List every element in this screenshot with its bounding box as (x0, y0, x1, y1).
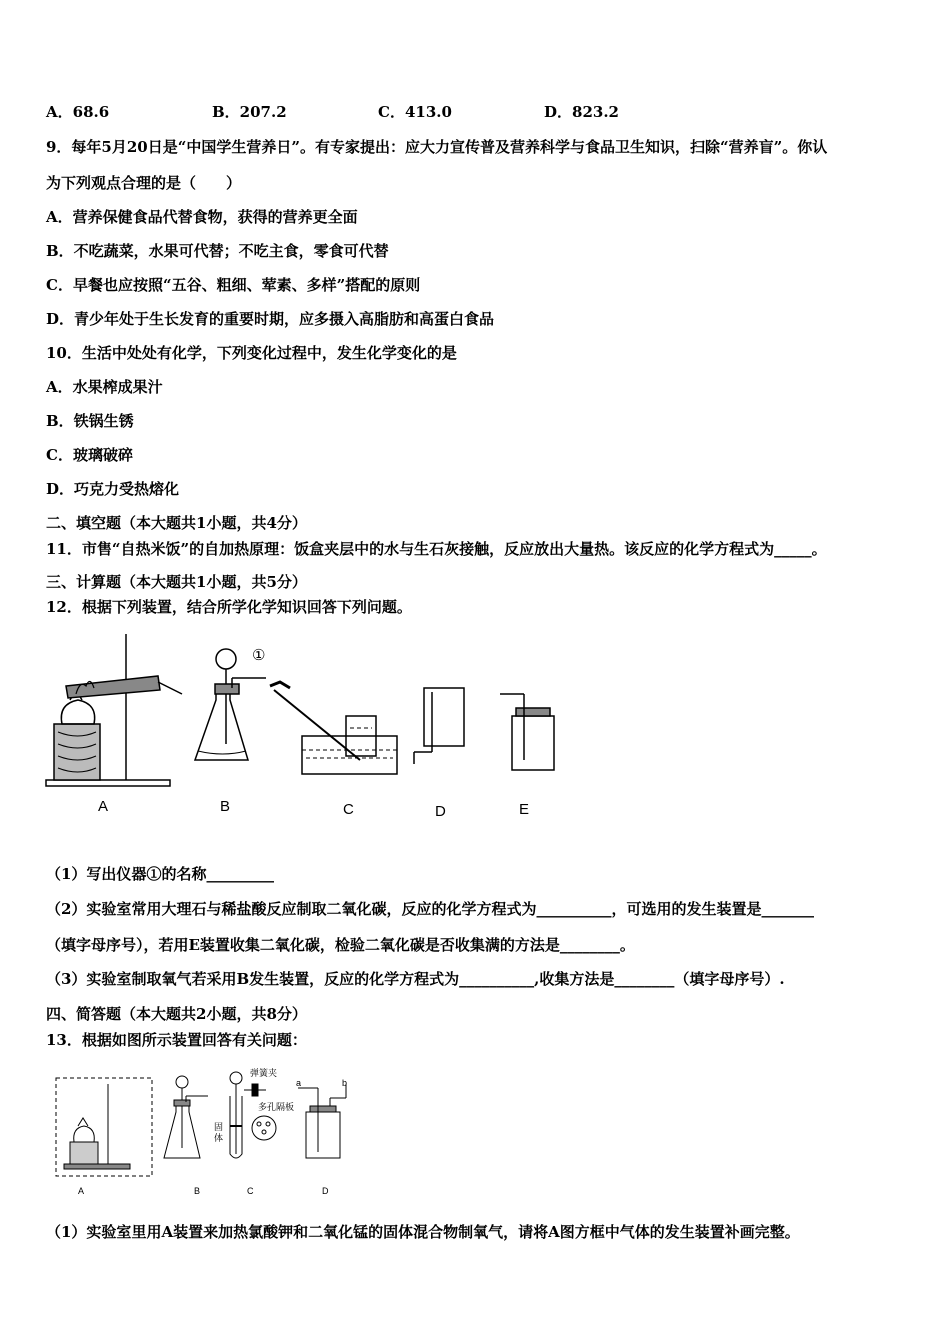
q12-sub2-line2: （填字母序号），若用E装置收集二氧化碳，检验二氧化碳是否收集满的方法是________。 (46, 936, 635, 954)
q8-choice-c: C．413.0 (378, 103, 452, 121)
q13-figure-label-d: D (322, 1186, 329, 1196)
q8-choice-b: B．207.2 (212, 103, 287, 121)
q10-stem: 10．生活中处处有化学，下列变化过程中，发生化学变化的是 (46, 344, 457, 362)
q13-figure-label-b: B (194, 1186, 201, 1196)
q13-annotation-plate: 多孔隔板 (258, 1102, 295, 1112)
q13-stem: 13．根据如图所示装置回答有关问题： (46, 1031, 307, 1049)
q13-apparatus-figure (52, 1058, 362, 1183)
q12-figure-label-a: A (98, 798, 109, 815)
q9-option-c: C．早餐也应按照“五谷、粗细、荤素、多样”搭配的原则 (46, 276, 421, 294)
q13-annotation-port-b: b (342, 1078, 348, 1088)
q8-choice-d: D．823.2 (544, 103, 619, 121)
q12-figure-label-c: C (343, 801, 354, 818)
q9-option-b: B．不吃蔬菜，水果可代替；不吃主食，零食可代替 (46, 242, 389, 260)
q13-annotation-clip: 弹簧夹 (250, 1068, 278, 1078)
q12-apparatus-figure (40, 628, 580, 793)
q11-text: 11．市售“自热米饭”的自加热原理：饭盒夹层中的水与生石灰接触，反应放出大量热。该反应的化学方程式为_____。 (46, 540, 827, 558)
q8-choice-a: A．68.6 (46, 103, 110, 121)
q9-option-a: A．营养保健食品代替食物，获得的营养更全面 (46, 208, 358, 226)
q12-sub3: （3）实验室制取氧气若采用B发生装置，反应的化学方程式为__________,收集方法是________（填字母序号）. (46, 970, 785, 988)
q13-annotation-solid: 固体 (214, 1122, 224, 1143)
q9-option-d: D．青少年处于生长发育的重要时期，应多摄入高脂肪和高蛋白食品 (46, 310, 495, 328)
q12-sub1: （1）写出仪器①的名称_________ (46, 865, 274, 883)
q9-stem-2: 为下列观点合理的是（ ） (46, 174, 242, 192)
q12-stem: 12．根据下列装置，结合所学化学知识回答下列问题。 (46, 598, 412, 616)
q10-option-c: C．玻璃破碎 (46, 446, 133, 464)
section-2-heading: 二、填空题（本大题共1小题，共4分） (46, 514, 307, 532)
section-3-heading: 三、计算题（本大题共1小题，共5分） (46, 573, 307, 591)
q13-annotation-port-a: a (296, 1078, 302, 1088)
q8-choices (46, 102, 619, 122)
q13-sub1: （1）实验室里用A装置来加热氯酸钾和二氧化锰的固体混合物制氧气，请将A图方框中气体的发生装置补画完整。 (46, 1223, 800, 1241)
q12-instrument-marker: ① (252, 647, 266, 664)
q12-figure-label-b: B (220, 798, 231, 815)
q10-option-d: D．巧克力受热熔化 (46, 480, 180, 498)
q13-figure-label-c: C (247, 1186, 254, 1196)
q12-figure-label-d: D (435, 803, 446, 820)
q12-sub2-line1: （2）实验室常用大理石与稀盐酸反应制取二氧化碳，反应的化学方程式为__________，可选用的发生装置是_______ (46, 900, 814, 918)
q9-stem-1: 9．每年5月20日是“中国学生营养日”。有专家提出：应大力宣传普及营养科学与食品卫生知识，扫除“营养盲”。你认 (46, 138, 828, 156)
q12-figure-label-e: E (519, 801, 530, 818)
section-4-heading: 四、简答题（本大题共2小题，共8分） (46, 1005, 307, 1023)
q13-figure-label-a: A (78, 1186, 85, 1196)
q10-option-a: A．水果榨成果汁 (46, 378, 163, 396)
q10-option-b: B．铁锅生锈 (46, 412, 134, 430)
